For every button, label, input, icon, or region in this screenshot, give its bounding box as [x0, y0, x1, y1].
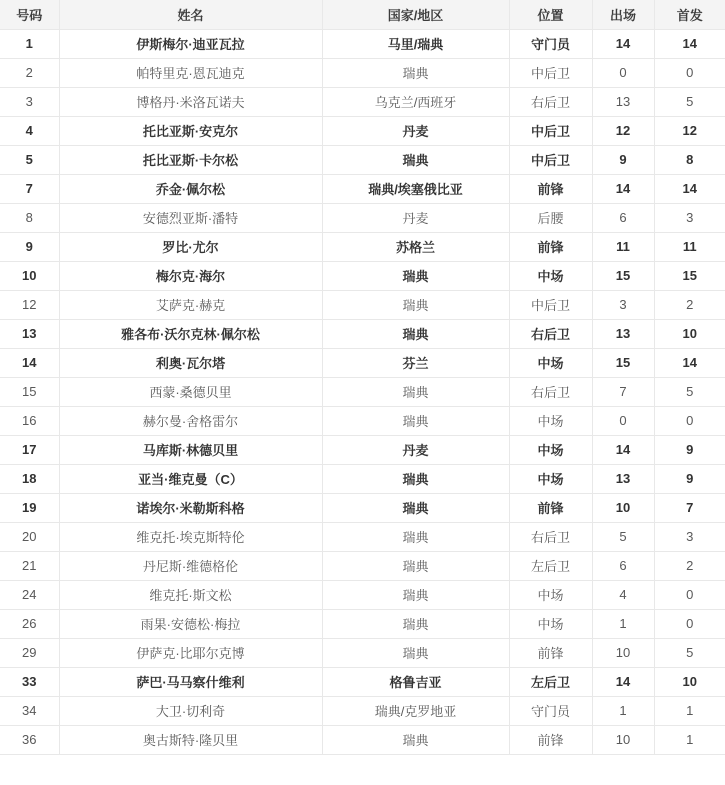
cell-appearances: 7	[592, 377, 654, 406]
cell-starts: 14	[654, 29, 725, 58]
cell-starts: 11	[654, 232, 725, 261]
cell-appearances: 14	[592, 667, 654, 696]
cell-position: 右后卫	[509, 522, 592, 551]
cell-starts: 3	[654, 203, 725, 232]
table-row	[0, 406, 725, 435]
cell-name: 奥古斯特·隆贝里	[59, 725, 322, 754]
cell-number: 24	[0, 580, 59, 609]
table-row	[0, 145, 725, 174]
cell-starts: 1	[654, 696, 725, 725]
table-row	[0, 116, 725, 145]
cell-number: 34	[0, 696, 59, 725]
cell-name: 雅各布·沃尔克林·佩尔松	[59, 319, 322, 348]
cell-country: 瑞典	[322, 725, 509, 754]
cell-position: 右后卫	[509, 319, 592, 348]
cell-number: 13	[0, 319, 59, 348]
cell-name: 诺埃尔·米勒斯科格	[59, 493, 322, 522]
table-row	[0, 290, 725, 319]
cell-number: 8	[0, 203, 59, 232]
table-row	[0, 551, 725, 580]
cell-position: 前锋	[509, 725, 592, 754]
cell-starts: 0	[654, 406, 725, 435]
cell-appearances: 0	[592, 406, 654, 435]
cell-starts: 5	[654, 377, 725, 406]
cell-position: 右后卫	[509, 377, 592, 406]
cell-appearances: 10	[592, 493, 654, 522]
cell-country: 瑞典	[322, 464, 509, 493]
cell-starts: 8	[654, 145, 725, 174]
cell-name: 雨果·安德松·梅拉	[59, 609, 322, 638]
table-row	[0, 580, 725, 609]
table-row	[0, 609, 725, 638]
squad-table-body	[0, 29, 725, 754]
cell-position: 中场	[509, 406, 592, 435]
table-row	[0, 667, 725, 696]
cell-name: 维克托·斯文松	[59, 580, 322, 609]
cell-position: 中场	[509, 464, 592, 493]
cell-name: 托比亚斯·安克尔	[59, 116, 322, 145]
cell-position: 前锋	[509, 638, 592, 667]
cell-position: 守门员	[509, 29, 592, 58]
cell-position: 中后卫	[509, 116, 592, 145]
cell-number: 36	[0, 725, 59, 754]
cell-appearances: 9	[592, 145, 654, 174]
cell-appearances: 14	[592, 29, 654, 58]
cell-country: 丹麦	[322, 203, 509, 232]
cell-number: 33	[0, 667, 59, 696]
cell-country: 瑞典	[322, 58, 509, 87]
cell-position: 中后卫	[509, 290, 592, 319]
cell-country: 苏格兰	[322, 232, 509, 261]
cell-number: 21	[0, 551, 59, 580]
table-row	[0, 638, 725, 667]
cell-position: 前锋	[509, 232, 592, 261]
cell-position: 左后卫	[509, 551, 592, 580]
cell-position: 左后卫	[509, 667, 592, 696]
cell-number: 7	[0, 174, 59, 203]
table-row	[0, 174, 725, 203]
cell-country: 瑞典	[322, 638, 509, 667]
cell-position: 中后卫	[509, 58, 592, 87]
cell-appearances: 10	[592, 725, 654, 754]
cell-country: 芬兰	[322, 348, 509, 377]
cell-name: 博格丹·米洛瓦诺夫	[59, 87, 322, 116]
cell-position: 右后卫	[509, 87, 592, 116]
cell-country: 瑞典/埃塞俄比亚	[322, 174, 509, 203]
cell-appearances: 1	[592, 609, 654, 638]
cell-starts: 9	[654, 435, 725, 464]
cell-country: 瑞典	[322, 377, 509, 406]
cell-position: 守门员	[509, 696, 592, 725]
cell-position: 中场	[509, 580, 592, 609]
cell-country: 瑞典/克罗地亚	[322, 696, 509, 725]
cell-country: 瑞典	[322, 493, 509, 522]
cell-position: 前锋	[509, 174, 592, 203]
cell-name: 乔金·佩尔松	[59, 174, 322, 203]
cell-starts: 15	[654, 261, 725, 290]
cell-appearances: 0	[592, 58, 654, 87]
cell-starts: 2	[654, 551, 725, 580]
cell-number: 5	[0, 145, 59, 174]
column-header-appearances: 出场	[592, 0, 654, 29]
cell-appearances: 1	[592, 696, 654, 725]
cell-name: 伊斯梅尔·迪亚瓦拉	[59, 29, 322, 58]
cell-appearances: 15	[592, 348, 654, 377]
cell-appearances: 14	[592, 435, 654, 464]
cell-starts: 0	[654, 609, 725, 638]
cell-number: 29	[0, 638, 59, 667]
cell-country: 瑞典	[322, 319, 509, 348]
cell-name: 梅尔克·海尔	[59, 261, 322, 290]
cell-country: 瑞典	[322, 580, 509, 609]
table-row	[0, 377, 725, 406]
cell-number: 1	[0, 29, 59, 58]
cell-position: 前锋	[509, 493, 592, 522]
cell-country: 乌克兰/西班牙	[322, 87, 509, 116]
table-row	[0, 493, 725, 522]
cell-starts: 1	[654, 725, 725, 754]
cell-country: 瑞典	[322, 406, 509, 435]
cell-number: 12	[0, 290, 59, 319]
cell-country: 丹麦	[322, 435, 509, 464]
cell-number: 9	[0, 232, 59, 261]
column-header-name: 姓名	[59, 0, 322, 29]
cell-name: 亚当·维克曼（C）	[59, 464, 322, 493]
cell-number: 15	[0, 377, 59, 406]
cell-appearances: 4	[592, 580, 654, 609]
cell-position: 中场	[509, 609, 592, 638]
cell-name: 托比亚斯·卡尔松	[59, 145, 322, 174]
cell-name: 维克托·埃克斯特伦	[59, 522, 322, 551]
cell-number: 26	[0, 609, 59, 638]
table-row	[0, 348, 725, 377]
cell-starts: 14	[654, 174, 725, 203]
column-header-position: 位置	[509, 0, 592, 29]
table-row	[0, 87, 725, 116]
cell-appearances: 13	[592, 319, 654, 348]
cell-number: 19	[0, 493, 59, 522]
cell-country: 瑞典	[322, 145, 509, 174]
cell-starts: 7	[654, 493, 725, 522]
cell-position: 中后卫	[509, 145, 592, 174]
cell-name: 伊萨克·比耶尔克博	[59, 638, 322, 667]
cell-name: 帕特里克·恩瓦迪克	[59, 58, 322, 87]
cell-starts: 9	[654, 464, 725, 493]
table-row	[0, 319, 725, 348]
cell-appearances: 3	[592, 290, 654, 319]
cell-name: 西蒙·桑德贝里	[59, 377, 322, 406]
table-row	[0, 435, 725, 464]
cell-number: 18	[0, 464, 59, 493]
cell-position: 后腰	[509, 203, 592, 232]
table-row	[0, 261, 725, 290]
cell-appearances: 10	[592, 638, 654, 667]
cell-position: 中场	[509, 435, 592, 464]
cell-appearances: 14	[592, 174, 654, 203]
cell-number: 4	[0, 116, 59, 145]
cell-country: 瑞典	[322, 551, 509, 580]
cell-appearances: 6	[592, 203, 654, 232]
cell-appearances: 5	[592, 522, 654, 551]
cell-starts: 0	[654, 580, 725, 609]
table-row	[0, 58, 725, 87]
cell-appearances: 15	[592, 261, 654, 290]
table-row	[0, 232, 725, 261]
cell-number: 3	[0, 87, 59, 116]
cell-name: 安德烈亚斯·潘特	[59, 203, 322, 232]
cell-appearances: 13	[592, 87, 654, 116]
cell-appearances: 11	[592, 232, 654, 261]
cell-number: 2	[0, 58, 59, 87]
cell-appearances: 12	[592, 116, 654, 145]
header-row	[0, 0, 725, 29]
cell-number: 17	[0, 435, 59, 464]
cell-name: 利奥·瓦尔塔	[59, 348, 322, 377]
cell-country: 丹麦	[322, 116, 509, 145]
table-row	[0, 522, 725, 551]
cell-name: 赫尔曼·舍格雷尔	[59, 406, 322, 435]
cell-starts: 5	[654, 638, 725, 667]
cell-country: 马里/瑞典	[322, 29, 509, 58]
cell-name: 大卫·切利奇	[59, 696, 322, 725]
cell-number: 10	[0, 261, 59, 290]
squad-table-header	[0, 0, 725, 29]
cell-starts: 3	[654, 522, 725, 551]
cell-starts: 12	[654, 116, 725, 145]
table-row	[0, 464, 725, 493]
cell-name: 萨巴·马马察什维利	[59, 667, 322, 696]
cell-name: 丹尼斯·维德格伦	[59, 551, 322, 580]
cell-starts: 10	[654, 667, 725, 696]
cell-position: 中场	[509, 261, 592, 290]
column-header-starts: 首发	[654, 0, 725, 29]
cell-number: 14	[0, 348, 59, 377]
table-row	[0, 203, 725, 232]
cell-number: 16	[0, 406, 59, 435]
cell-starts: 5	[654, 87, 725, 116]
cell-name: 马库斯·林德贝里	[59, 435, 322, 464]
table-row	[0, 696, 725, 725]
column-header-number: 号码	[0, 0, 59, 29]
cell-country: 瑞典	[322, 609, 509, 638]
cell-appearances: 6	[592, 551, 654, 580]
table-row	[0, 725, 725, 754]
table-row	[0, 29, 725, 58]
cell-name: 艾萨克·赫克	[59, 290, 322, 319]
cell-starts: 14	[654, 348, 725, 377]
cell-number: 20	[0, 522, 59, 551]
cell-country: 瑞典	[322, 290, 509, 319]
cell-country: 格鲁吉亚	[322, 667, 509, 696]
cell-starts: 10	[654, 319, 725, 348]
cell-country: 瑞典	[322, 261, 509, 290]
cell-starts: 0	[654, 58, 725, 87]
cell-starts: 2	[654, 290, 725, 319]
cell-country: 瑞典	[322, 522, 509, 551]
cell-appearances: 13	[592, 464, 654, 493]
cell-name: 罗比·尤尔	[59, 232, 322, 261]
column-header-country: 国家/地区	[322, 0, 509, 29]
cell-position: 中场	[509, 348, 592, 377]
